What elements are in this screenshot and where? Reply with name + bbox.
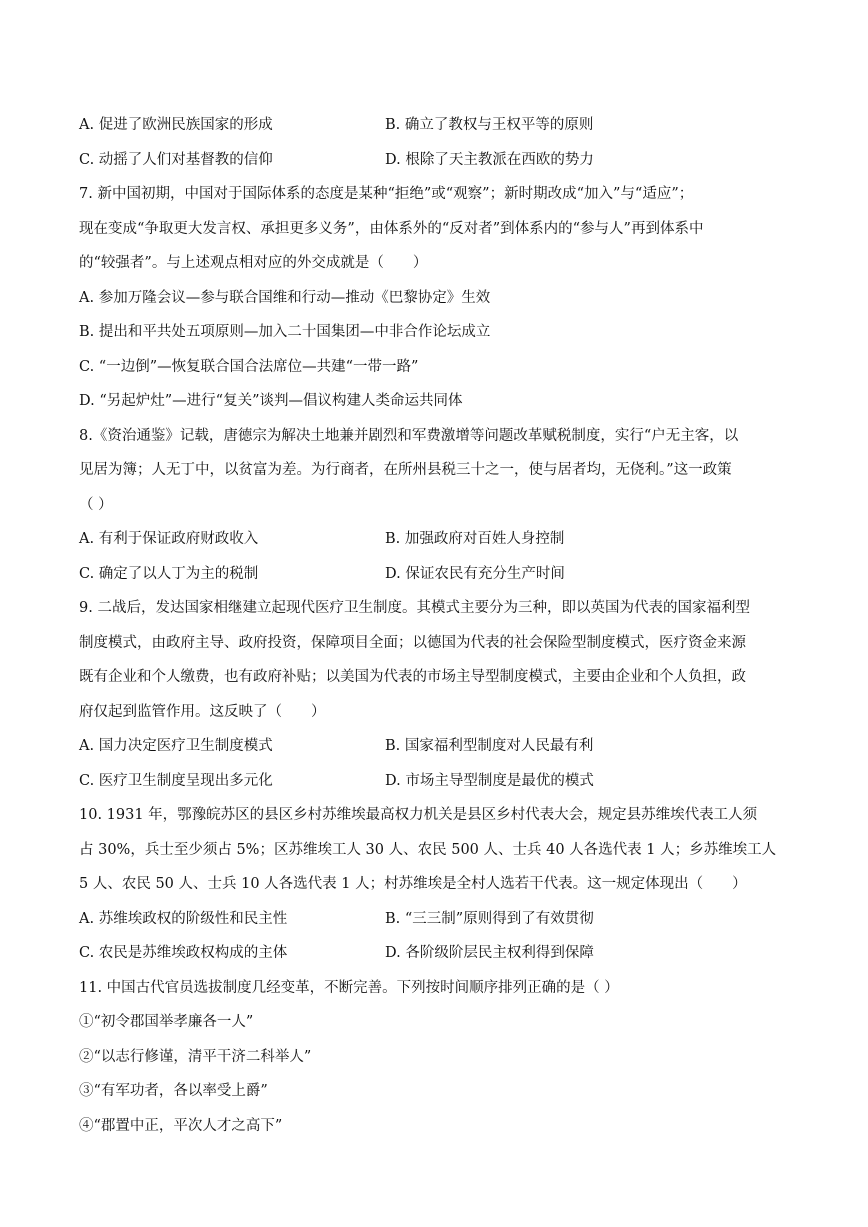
- q8-stem-line-1: 8.《资治通鉴》记载，唐德宗为解决土地兼并剧烈和军费激增等问题改革赋税制度，实行“户无主客，以: [79, 427, 739, 444]
- q7-option-b[interactable]: B. 提出和平共处五项原则—加入二十国集团—中非合作论坛成立: [79, 324, 491, 340]
- q10-option-b[interactable]: B. “三三制”原则得到了有效贯彻: [385, 910, 594, 927]
- q11-item-2: ②“以志行修谨，清平干济二科举人”: [79, 1048, 312, 1065]
- q7-stem-line-2: 现在变成“争取更大发言权、承担更多义务”，由体系外的“反对者”到体系内的“参与人”再到体系中: [79, 220, 704, 237]
- q11-item-4: ④“郡置中正，平次人才之高下”: [79, 1117, 283, 1134]
- q10-option-c[interactable]: C. 农民是苏维埃政权构成的主体: [79, 945, 288, 961]
- exam-content: [79, 108, 791, 1143]
- q10-option-d[interactable]: D. 各阶级阶层民主权利得到保障: [385, 945, 594, 961]
- q6-option-d[interactable]: D. 根除了天主教派在西欧的势力: [385, 151, 594, 168]
- q7-stem-line-1: 7. 新中国初期，中国对于国际体系的态度是某种“拒绝”或“观察”；新时期改成“加入”与“适应”；: [79, 186, 694, 202]
- q9-options-row-1: [79, 729, 791, 764]
- q11-item-3: ③“有军功者，各以率受上爵”: [79, 1083, 268, 1099]
- q8-options-row-2: [79, 557, 791, 592]
- q9-option-b[interactable]: B. 国家福利型制度对人民最有利: [385, 738, 594, 754]
- q11-item-1: ①“初令郡国举孝廉各一人”: [79, 1014, 254, 1030]
- q9-stem-line-3: 既有企业和个人缴费，也有政府补贴；以美国为代表的市场主导型制度模式，主要由企业和个人负担，政: [79, 669, 746, 685]
- q6-option-a[interactable]: A. 促进了欧洲民族国家的形成: [79, 117, 273, 133]
- q10-stem-line-3: 5 人、农民 50 人、士兵 10 人各选代表 1 人；村苏维埃是全村人选若干代表。这一规定体现出（ ）: [79, 876, 747, 892]
- q9-stem-line-1: 9. 二战后，发达国家相继建立起现代医疗卫生制度。其模式主要分为三种，即以英国为代表的国家福利型: [79, 600, 750, 616]
- q8-option-c[interactable]: C. 确定了以人丁为主的税制: [79, 565, 259, 582]
- q10-options-row-1: [79, 902, 791, 937]
- q8-option-a[interactable]: A. 有利于保证政府财政收入: [79, 531, 259, 547]
- q10-options-row-2: [79, 936, 791, 971]
- q6-options-row-2: [79, 143, 791, 178]
- q10-option-a[interactable]: A. 苏维埃政权的阶级性和民主性: [79, 910, 288, 927]
- q8-option-b[interactable]: B. 加强政府对百姓人身控制: [385, 531, 565, 547]
- q9-stem-line-2: 制度模式，由政府主导、政府投资，保障项目全面；以德国为代表的社会保险型制度模式，医疗资金来源: [79, 634, 746, 651]
- q10-stem-line-2: 占 30%，兵士至少须占 5%；区苏维埃工人 30 人、农民 500 人、士兵 40 人各选代表 1 人；乡苏维埃工人: [79, 841, 777, 858]
- q8-stem-line-2: 见居为簿；人无丁中，以贫富为差。为行商者，在所州县税三十之一，使与居者均，无侥利。”这一政策: [79, 462, 732, 478]
- q6-option-c[interactable]: C. 动摇了人们对基督教的信仰: [79, 151, 273, 168]
- q7-option-d[interactable]: D. “另起炉灶”—进行“复关”谈判—倡议构建人类命运共同体: [79, 393, 463, 409]
- q8-stem-line-3: （ ）: [79, 496, 113, 513]
- q6-option-b[interactable]: B. 确立了教权与王权平等的原则: [385, 117, 594, 133]
- q6-options-row-1: [79, 108, 791, 143]
- q9-option-d[interactable]: D. 市场主导型制度是最优的模式: [385, 772, 594, 789]
- q9-stem-line-4: 府仅起到监管作用。这反映了（ ）: [79, 703, 326, 720]
- q7-option-c[interactable]: C. “一边倒”—恢复联合国合法席位—共建“一带一路”: [79, 358, 419, 375]
- q9-options-row-2: [79, 764, 791, 799]
- q8-options-row-1: [79, 522, 791, 557]
- q10-stem-line-1: 10. 1931 年，鄂豫皖苏区的县区乡村苏维埃最高权力机关是县区乡村代表大会，规定县苏维埃代表工人须: [79, 807, 758, 823]
- q7-option-a[interactable]: A. 参加万隆会议—参与联合国维和行动—推动《巴黎协定》生效: [79, 289, 491, 306]
- q7-stem-line-3: 的“较强者”。与上述观点相对应的外交成就是（ ）: [79, 255, 428, 271]
- q9-option-a[interactable]: A. 国力决定医疗卫生制度模式: [79, 738, 273, 754]
- q9-option-c[interactable]: C. 医疗卫生制度呈现出多元化: [79, 772, 273, 789]
- q11-stem-line-1: 11. 中国古代官员选拔制度几经变革，不断完善。下列按时间顺序排列正确的是（ ）: [79, 979, 619, 996]
- q8-option-d[interactable]: D. 保证农民有充分生产时间: [385, 565, 565, 582]
